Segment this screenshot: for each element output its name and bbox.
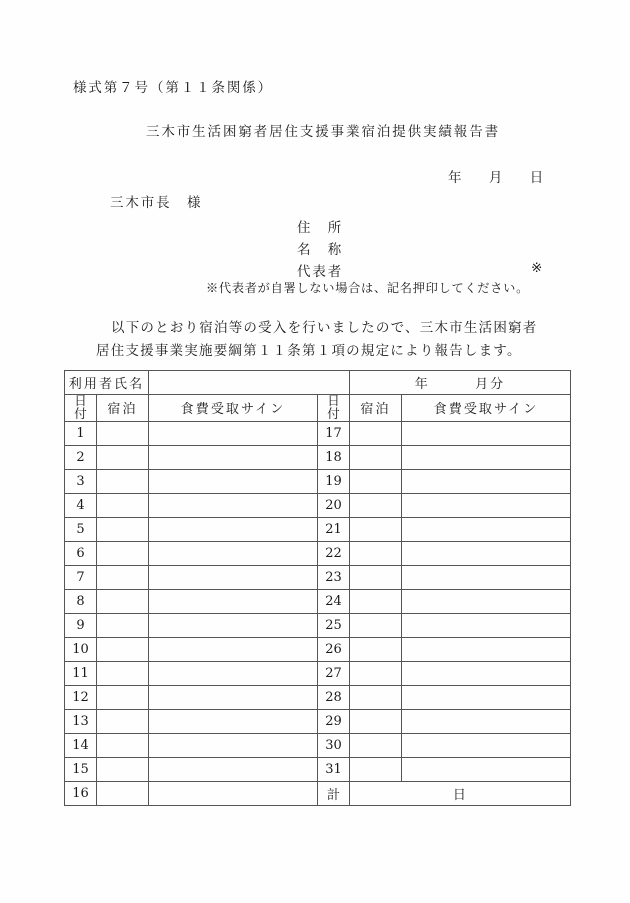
cell-sign-left[interactable] (149, 565, 318, 589)
table-row (65, 757, 571, 781)
cell-date-left: 15 (65, 757, 97, 781)
cell-date-right: 18 (318, 445, 350, 469)
table-row (65, 733, 571, 757)
cell-stay-right[interactable] (350, 541, 402, 565)
date-day-label: 日 (529, 170, 545, 186)
cell-sign-left[interactable] (149, 493, 318, 517)
user-name-field[interactable] (149, 371, 350, 395)
cell-stay-right[interactable] (350, 493, 402, 517)
cell-date-right: 24 (318, 589, 350, 613)
table-row (65, 637, 571, 661)
cell-date-left: 8 (65, 589, 97, 613)
cell-stay-right[interactable] (350, 637, 402, 661)
total-days-value[interactable]: 日 (350, 781, 571, 805)
cell-stay-left[interactable] (97, 781, 149, 805)
cell-date-right: 26 (318, 637, 350, 661)
table-row (65, 469, 571, 493)
cell-date-right: 19 (318, 469, 350, 493)
column-header-sign-right: 食費受取サイン (402, 395, 571, 422)
cell-stay-left[interactable] (97, 613, 149, 637)
cell-stay-left[interactable] (97, 637, 149, 661)
cell-sign-right[interactable] (402, 757, 571, 781)
column-header-sign-left: 食費受取サイン (149, 395, 318, 422)
cell-date-left: 5 (65, 517, 97, 541)
cell-stay-right[interactable] (350, 685, 402, 709)
cell-sign-left[interactable] (149, 421, 318, 445)
cell-stay-left[interactable] (97, 685, 149, 709)
cell-date-left: 13 (65, 709, 97, 733)
report-month-label: 年 月分 (350, 371, 571, 395)
cell-date-right: 25 (318, 613, 350, 637)
body-paragraph-line2: 居住支援事業実施要綱第１１条第１項の規定により報告します。 (96, 343, 522, 359)
table-row (65, 421, 571, 445)
cell-sign-right[interactable] (402, 709, 571, 733)
cell-date-right: 28 (318, 685, 350, 709)
addressee: 三木市長 様 (110, 195, 203, 211)
table-row (65, 589, 571, 613)
table-row (65, 445, 571, 469)
cell-stay-right[interactable] (350, 517, 402, 541)
cell-date-left: 11 (65, 661, 97, 685)
cell-date-right: 20 (318, 493, 350, 517)
cell-date-left: 7 (65, 565, 97, 589)
cell-date-left: 4 (65, 493, 97, 517)
cell-stay-left[interactable] (97, 757, 149, 781)
cell-sign-left[interactable] (149, 541, 318, 565)
cell-stay-right[interactable] (350, 709, 402, 733)
cell-sign-left[interactable] (149, 637, 318, 661)
cell-sign-right[interactable] (402, 493, 571, 517)
cell-sign-right[interactable] (402, 685, 571, 709)
party-address-label: 住 所 (297, 220, 344, 236)
cell-date-right: 27 (318, 661, 350, 685)
cell-date-left: 1 (65, 421, 97, 445)
cell-sign-left[interactable] (149, 709, 318, 733)
cell-stay-left[interactable] (97, 517, 149, 541)
table-row (65, 517, 571, 541)
table-row (65, 685, 571, 709)
date-line (448, 170, 545, 186)
table-column-header-row (65, 395, 571, 422)
cell-date-right: 29 (318, 709, 350, 733)
body-paragraph-line1: 以下のとおり宿泊等の受入を行いましたので、三木市生活困窮者 (111, 320, 538, 336)
cell-sign-left[interactable] (149, 685, 318, 709)
cell-sign-left[interactable] (149, 517, 318, 541)
cell-date-right: 21 (318, 517, 350, 541)
cell-stay-right[interactable] (350, 445, 402, 469)
cell-sign-left[interactable] (149, 445, 318, 469)
cell-date-left: 10 (65, 637, 97, 661)
cell-date-left: 12 (65, 685, 97, 709)
cell-date-left: 16 (65, 781, 97, 805)
column-header-stay-left: 宿泊 (97, 395, 149, 422)
cell-stay-left[interactable] (97, 421, 149, 445)
cell-stay-right[interactable] (350, 733, 402, 757)
form-number: 様式第７号（第１１条関係） (73, 80, 274, 96)
signature-note: ※代表者が自署しない場合は、記名押印してください。 (206, 281, 529, 295)
cell-stay-right[interactable] (350, 757, 402, 781)
cell-stay-left[interactable] (97, 493, 149, 517)
cell-sign-left[interactable] (149, 661, 318, 685)
cell-sign-right[interactable] (402, 565, 571, 589)
stay-record-table (64, 370, 571, 806)
total-label: 計 (318, 781, 350, 805)
cell-sign-right[interactable] (402, 469, 571, 493)
cell-stay-right[interactable] (350, 469, 402, 493)
representative-seal-mark: ※ (531, 260, 545, 276)
user-name-label: 利用者氏名 (65, 371, 149, 395)
cell-sign-right[interactable] (402, 661, 571, 685)
column-header-date-left: 日 付 (65, 395, 97, 422)
cell-date-left: 3 (65, 469, 97, 493)
column-header-date-right: 日 付 (318, 395, 350, 422)
cell-sign-left[interactable] (149, 469, 318, 493)
table-row (65, 661, 571, 685)
cell-date-right: 30 (318, 733, 350, 757)
column-header-stay-right: 宿泊 (350, 395, 402, 422)
table-row (65, 613, 571, 637)
cell-date-left: 2 (65, 445, 97, 469)
cell-sign-right[interactable] (402, 613, 571, 637)
cell-stay-right[interactable] (350, 613, 402, 637)
cell-date-right: 17 (318, 421, 350, 445)
date-month-label: 月 (488, 170, 504, 186)
cell-stay-right[interactable] (350, 565, 402, 589)
cell-date-right: 31 (318, 757, 350, 781)
cell-sign-left[interactable] (149, 733, 318, 757)
table-row (65, 565, 571, 589)
table-row (65, 709, 571, 733)
cell-sign-left[interactable] (149, 781, 318, 805)
cell-date-left: 6 (65, 541, 97, 565)
cell-date-left: 14 (65, 733, 97, 757)
party-representative-label: 代表者 (297, 264, 344, 280)
cell-stay-left[interactable] (97, 589, 149, 613)
party-name-label: 名 称 (297, 242, 344, 258)
cell-stay-right[interactable] (350, 589, 402, 613)
cell-sign-right[interactable] (402, 637, 571, 661)
cell-stay-left[interactable] (97, 661, 149, 685)
table-body (65, 371, 571, 806)
cell-sign-left[interactable] (149, 613, 318, 637)
table-row (65, 493, 571, 517)
cell-sign-right[interactable] (402, 421, 571, 445)
table-header-row (65, 371, 571, 395)
cell-stay-left[interactable] (97, 709, 149, 733)
cell-stay-left[interactable] (97, 445, 149, 469)
table-total-row (65, 781, 571, 805)
cell-sign-right[interactable] (402, 733, 571, 757)
date-year-label: 年 (448, 170, 463, 186)
cell-stay-left[interactable] (97, 565, 149, 589)
cell-sign-right[interactable] (402, 589, 571, 613)
page-title: 三木市生活困窮者居住支援事業宿泊提供実績報告書 (146, 124, 500, 140)
cell-sign-right[interactable] (402, 541, 571, 565)
cell-sign-right[interactable] (402, 517, 571, 541)
cell-stay-right[interactable] (350, 421, 402, 445)
cell-date-right: 23 (318, 565, 350, 589)
cell-date-right: 22 (318, 541, 350, 565)
cell-sign-left[interactable] (149, 589, 318, 613)
table-row (65, 541, 571, 565)
cell-stay-left[interactable] (97, 469, 149, 493)
cell-sign-left[interactable] (149, 757, 318, 781)
cell-sign-right[interactable] (402, 445, 571, 469)
cell-stay-left[interactable] (97, 541, 149, 565)
cell-stay-right[interactable] (350, 661, 402, 685)
cell-stay-left[interactable] (97, 733, 149, 757)
cell-date-left: 9 (65, 613, 97, 637)
